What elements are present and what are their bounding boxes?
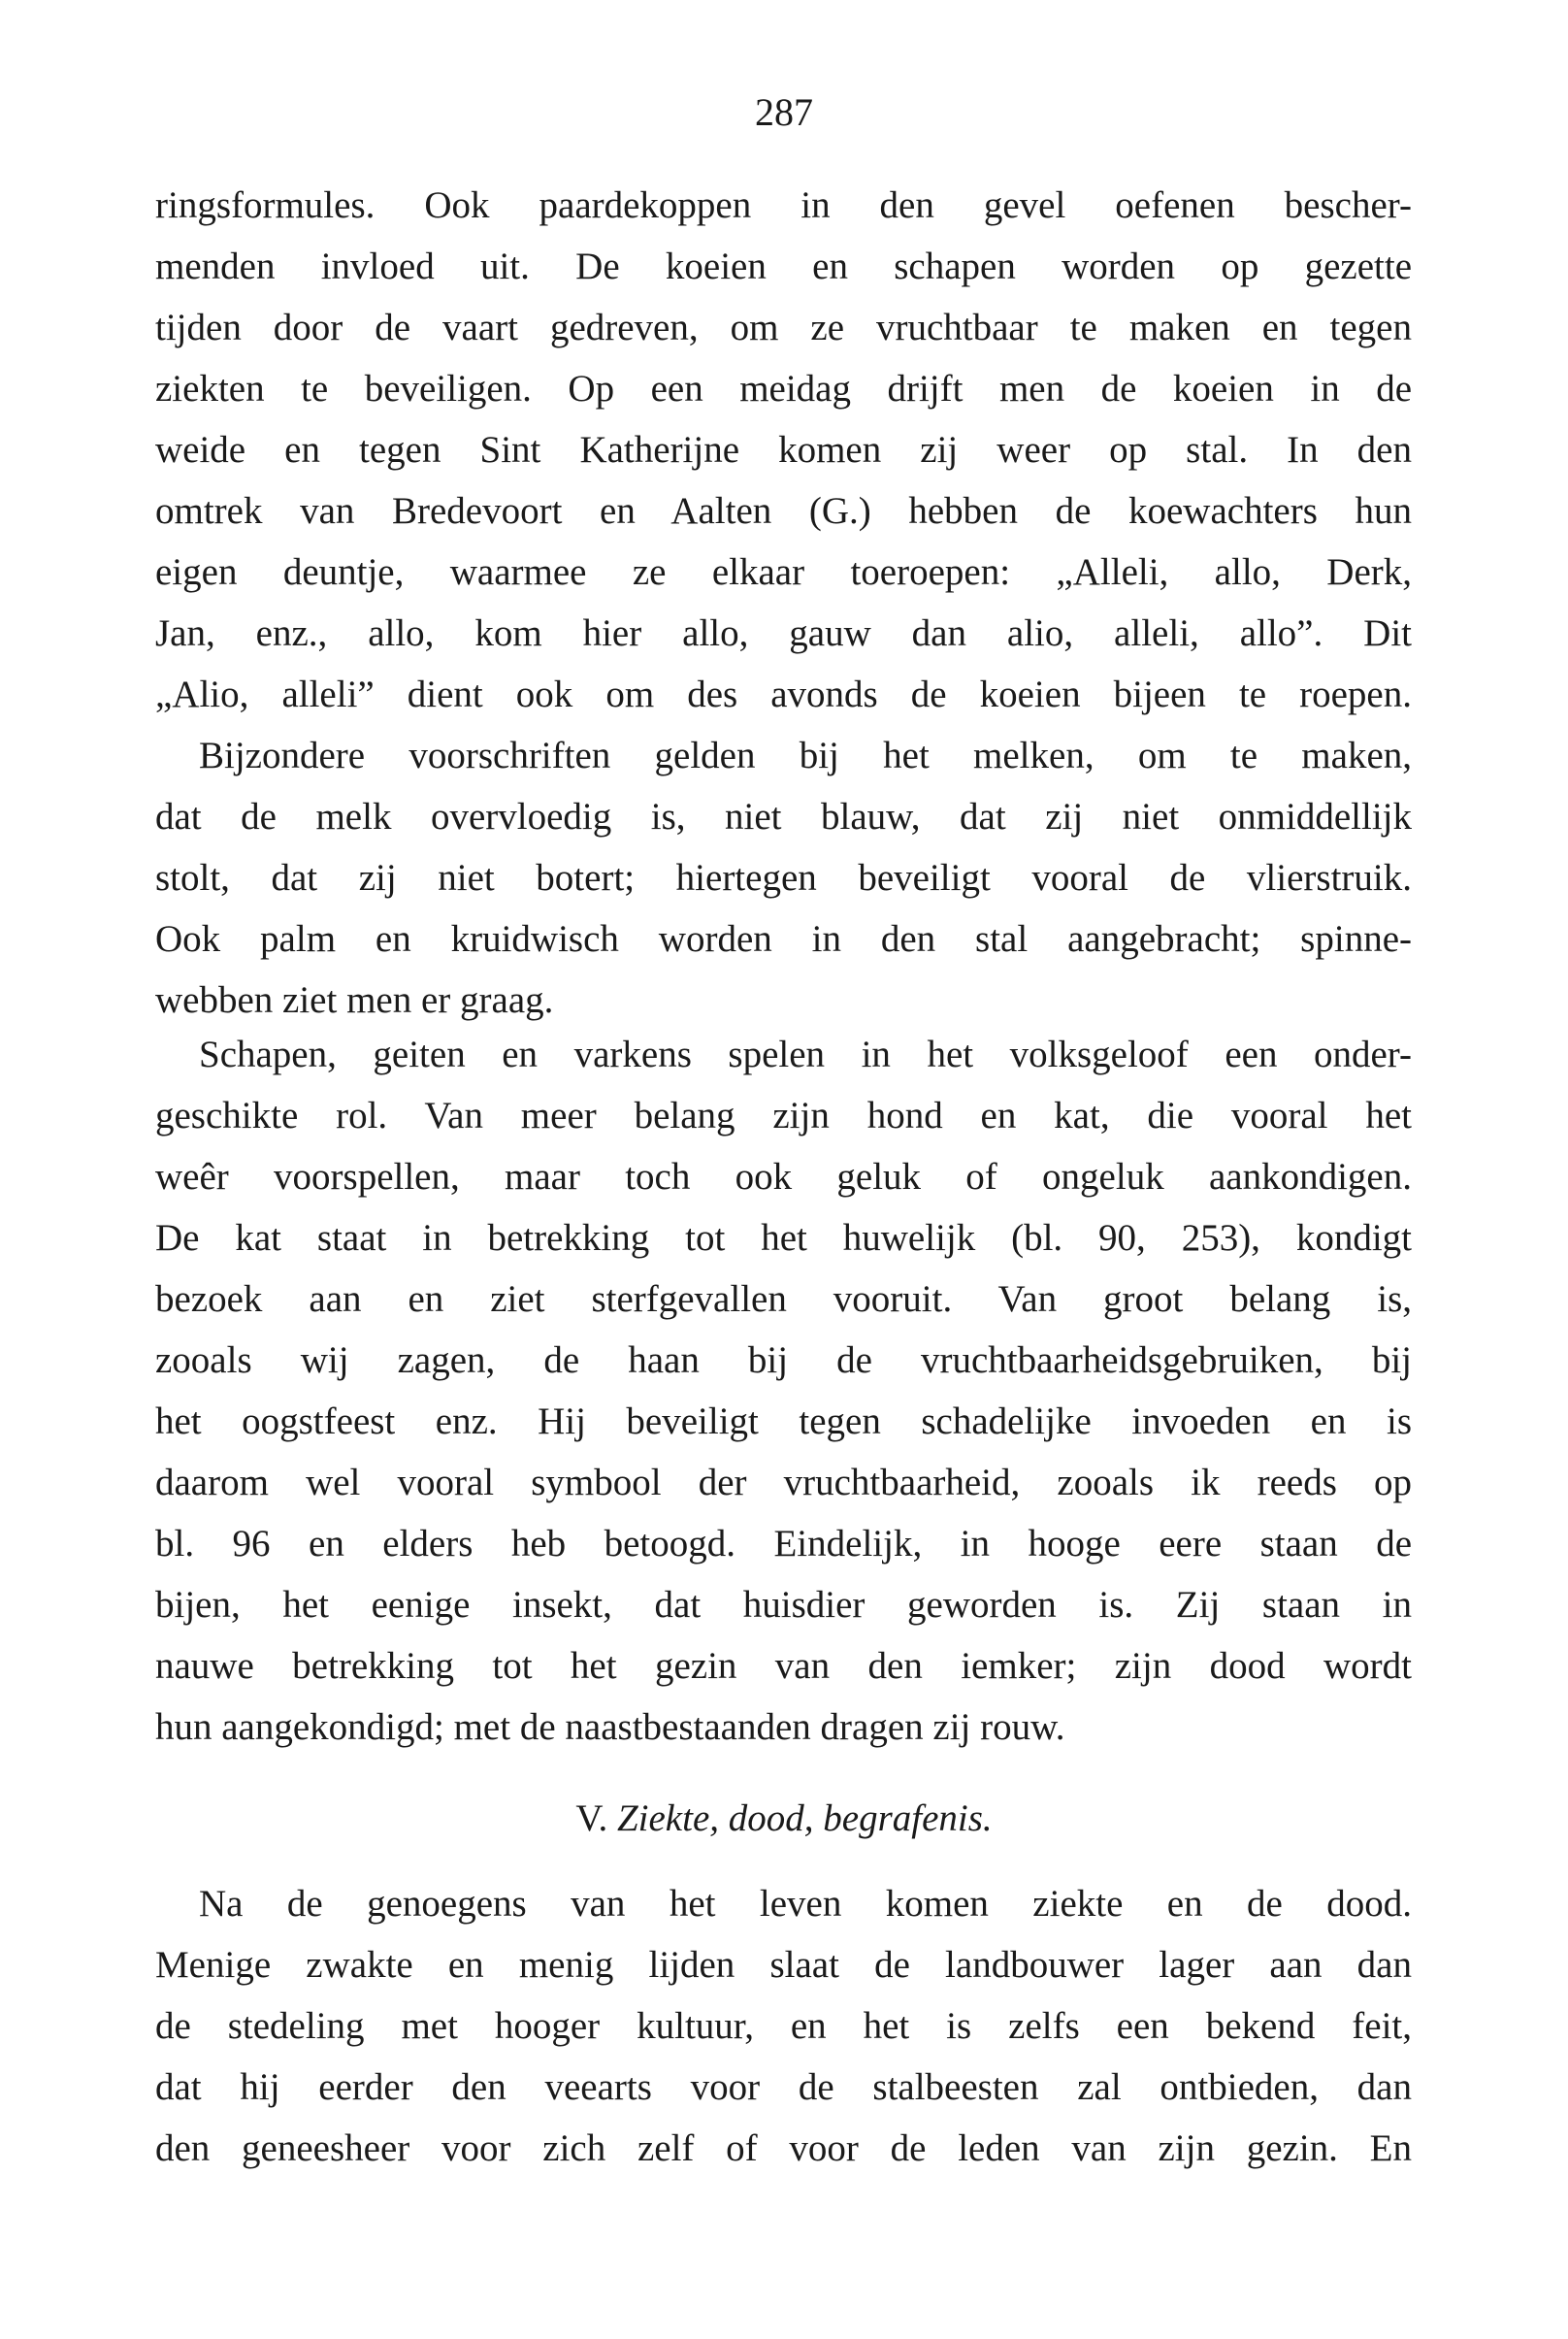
section-title: Ziekte, dood, begrafenis.	[616, 1797, 993, 1839]
paragraph-animals	[155, 1024, 1412, 1758]
text-line: ziekten te beveiligen. Op een meidag drijft men de koeien in de	[155, 368, 1412, 410]
text-line: Menige zwakte en menig lijden slaat de landbouwer lager aan dan	[155, 1944, 1412, 1986]
text-line: den geneesheer voor zich zelf of voor de leden van zijn gezin. En	[155, 2127, 1412, 2169]
text-line: bl. 96 en elders heb betoogd. Eindelijk, in hooge eere staan de	[155, 1523, 1412, 1565]
text-line: Schapen, geiten en varkens spelen in het volksgeloof een onder-	[199, 1034, 1412, 1075]
text-line: Na de genoegens van het leven komen ziekte en de dood.	[199, 1883, 1412, 1925]
section-heading	[0, 1788, 1568, 1849]
text-line: webben ziet men er graag.	[155, 979, 554, 1021]
text-line: zooals wij zagen, de haan bij de vruchtbaarheidsgebruiken, bij	[155, 1339, 1412, 1381]
text-line: bijen, het eenige insekt, dat huisdier geworden is. Zij staan in	[155, 1584, 1412, 1626]
text-line: ringsformules. Ook paardekoppen in den gevel oefenen bescher-	[155, 184, 1412, 226]
text-line: eigen deuntje, waarmee ze elkaar toeroepen: „Alleli, allo, Derk,	[155, 551, 1412, 593]
text-line: weide en tegen Sint Katherijne komen zij weer op stal. In den	[155, 429, 1412, 471]
page-number: 287	[755, 90, 813, 134]
text-line: daarom wel vooral symbool der vruchtbaarheid, zooals ik reeds op	[155, 1462, 1412, 1503]
text-line: Bijzondere voorschriften gelden bij het melken, om te maken,	[199, 735, 1412, 776]
text-line: stolt, dat zij niet botert; hiertegen beveiligt vooral de vlierstruik.	[155, 857, 1412, 899]
text-line: tijden door de vaart gedreven, om ze vruchtbaar te maken en tegen	[155, 307, 1412, 348]
text-line: bezoek aan en ziet sterfgevallen vooruit. Van groot belang is,	[155, 1278, 1412, 1320]
text-line: weêr voorspellen, maar toch ook geluk of ongeluk aankondigen.	[155, 1156, 1412, 1198]
section-numeral: V.	[575, 1797, 608, 1839]
text-line: menden invloed uit. De koeien en schapen worden op gezette	[155, 246, 1412, 287]
text-line: het oogstfeest enz. Hij beveiligt tegen schadelijke invoeden en is	[155, 1400, 1412, 1442]
text-line: Ook palm en kruidwisch worden in den stal aangebracht; spinne-	[155, 918, 1412, 960]
text-line: dat hij eerder den veearts voor de stalbeesten zal ontbieden, dan	[155, 2066, 1412, 2108]
text-line: De kat staat in betrekking tot het huwelijk (bl. 90, 253), kondigt	[155, 1217, 1412, 1259]
text-line: „Alio, alleli” dient ook om des avonds de koeien bijeen te roepen.	[155, 674, 1412, 715]
text-line: geschikte rol. Van meer belang zijn hond en kat, die vooral het	[155, 1095, 1412, 1137]
paragraph-illness	[155, 1873, 1412, 2179]
text-line: nauwe betrekking tot het gezin van den iemker; zijn dood wordt	[155, 1645, 1412, 1687]
text-line: Jan, enz., allo, kom hier allo, gauw dan alio, alleli, allo”. Dit	[155, 612, 1412, 654]
text-line: omtrek van Bredevoort en Aalten (G.) hebben de koewachters hun	[155, 490, 1412, 532]
text-line: dat de melk overvloedig is, niet blauw, dat zij niet onmiddellijk	[155, 796, 1412, 838]
paragraph-livestock	[155, 175, 1412, 1031]
text-line: hun aangekondigd; met de naastbestaanden dragen zij rouw.	[155, 1706, 1065, 1748]
text-line: de stedeling met hooger kultuur, en het is zelfs een bekend feit,	[155, 2005, 1412, 2047]
